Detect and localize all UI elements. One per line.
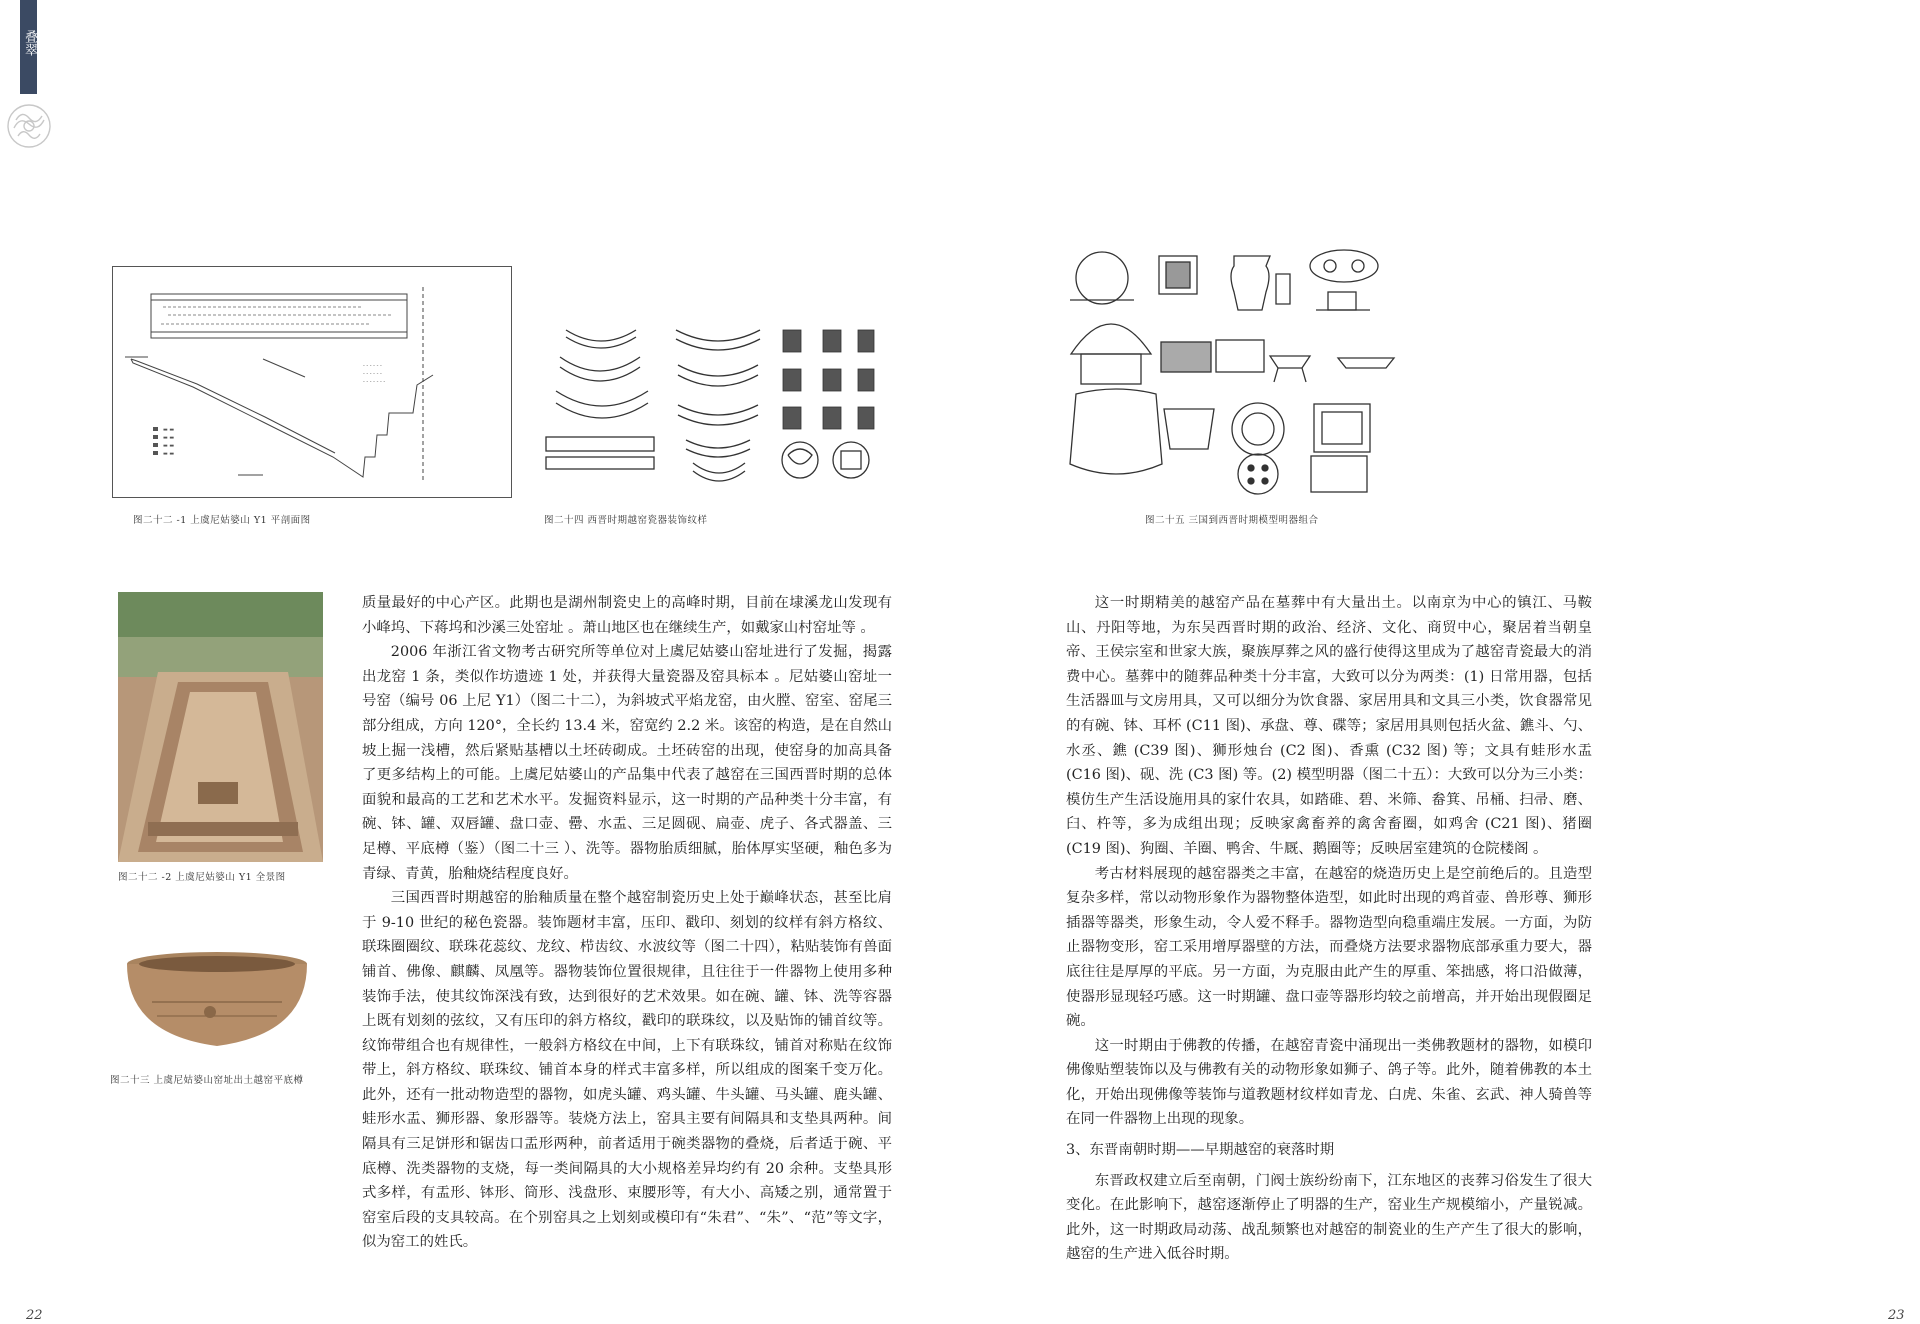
svg-text:▬ ▬: ▬ ▬ (163, 427, 175, 433)
paragraph: 质量最好的中心产区。此期也是湖州制瓷史上的高峰时期，目前在埭溪龙山发现有小峰坞、下蒋坞和沙溪三处窑址 。萧山地区也在继续生产，如戴家山村窑址等 。 (362, 595, 892, 636)
decoration-patterns-figure (538, 325, 888, 490)
svg-text:▬ ▬: ▬ ▬ (163, 443, 175, 449)
paragraph: 这一时期精美的越窑产品在墓葬中有大量出土。以南京为中心的镇江、马鞍山、丹阳等地，为东吴西晋时期的政治、经济、文化、商贸中心，聚居着当朝皇帝、王侯宗室和世家大族，聚族厚葬之风的盛行使得这里成为了越窑青瓷最大的消费中心。墓葬中的随葬品种类十分丰富，大致可以分为两类：(1) 日常用器，包括生活器皿与文房用具，又可以细分为饮食器、家居用具和文具三小类，饮食器常见的有碗、钵、耳杯 (C11 图)、承盘、尊、碟等；家居用具则包括火盆、鐎斗、勺、水丞、鐎 (C39 图)、狮形烛台 (C2 图)、香熏 (C32 图) 等；文具有蛙形水盂 (C16 图)、砚、洗 (C3 图) 等。(2) 模型明器（图二十五）：大致可以分为三小类：模仿生产生活设施用具的家什农具，如踏碓、碧、米筛、畚箕、吊桶、扫帚、磨、臼、杵等，多为成组出现；反映家禽畜养的禽舍畜圈，如鸡舍 (C21 图)、猪圈 (C19 图)、狗圈、羊圈、鸭舍、牛厩、鹅圈等；反映居室建筑的仓院楼阁 。 (1066, 595, 1592, 857)
caption-fig22-2: 图二十二 -2 上虞尼姑婆山 Y1 全景图 (118, 872, 286, 883)
svg-text:▬ ▬: ▬ ▬ (163, 435, 175, 441)
model-burial-goods-figure (1066, 244, 1406, 499)
paragraph: 这一时期由于佛教的传播，在越窑青瓷中涌现出一类佛教题材的器物，如模印佛像贴塑装饰以及与佛教有关的动物形象如狮子、鸽子等。此外，随着佛教的本土化，开始出现佛像等装饰与道教题材纹样如青龙、白虎、朱雀、玄武、神人骑兽等在同一件器物上出现的现象。 (1066, 1037, 1592, 1128)
paragraph: 考古材料展现的越窑器类之丰富，在越窑的烧造历史上是空前绝后的。且造型复杂多样，常以动物形象作为器物整体造型，如此时出现的鸡首壶、兽形尊、狮形插器等器类，形象生动，令人爱不释手。器物造型向稳重端庄发展。一方面，为防止器物变形，窑工采用增厚器壁的方法，而叠烧方法要求器物底部承重力要大，器底往往是厚厚的平底。另一方面，为克服由此产生的厚重、笨拙感，将口沿做薄，使器形显现轻巧感。这一时期罐、盘口壶等器形均较之前增高，并开始出现假圈足碗。 (1066, 865, 1592, 1030)
paragraph: 三国西晋时期越窑的胎釉质量在整个越窑制瓷历史上处于巅峰状态，甚至比肩于 9-10 世纪的秘色瓷器。装饰题材丰富，压印、戳印、刻划的纹样有斜方格纹、联珠圈圈纹、联珠花蕊纹、龙纹、栉齿纹、水波纹等（图二十四），粘贴装饰有兽面铺首、佛像、麒麟、凤凰等。器物装饰位置很规律，且往往于一件器物上使用多种装饰手法，使其纹饰深浅有致，达到很好的艺术效果。如在碗、罐、钵、洗等容器上既有划刻的弦纹，又有压印的斜方格纹，戳印的联珠纹，以及贴饰的铺首纹等。纹饰带组合也有规律性，一般斜方格纹在中间，上下有联珠纹，铺首对称贴在纹饰带上，斜方格纹、联珠纹、铺首本身的样式丰富多样，所以组成的图案千变万化。此外，还有一批动物造型的器物，如虎头罐、鸡头罐、牛头罐、马头罐、鹿头罐、蛙形水盂、狮形器、象形器等。装烧方法上，窑具主要有间隔具和支垫具两种。间隔具有三足饼形和锯齿口盂形两种，前者适用于碗类器物的叠烧，后者适于碗、平底樽、洗类器物的支烧，每一类间隔具的大小规格差异均约有 20 余种。支垫具形式多样，有盂形、钵形、筒形、浅盘形、束腰形等，有大小、高矮之别，通常置于窑室后段的支具较高。在个别窑具之上划刻或模印有“朱君”、“朱”、“范”等文字，似为窑工的姓氏。 (362, 890, 892, 1251)
caption-fig23: 图二十三 上虞尼姑婆山窑址出土越窑平底樽 (110, 1075, 304, 1086)
left-page-body (362, 591, 892, 1255)
caption-fig25: 图二十五 三国到西晋时期模型明器组合 (1145, 515, 1319, 526)
series-title: 叠翠 (22, 30, 37, 56)
svg-text:▬ ▬: ▬ ▬ (163, 451, 175, 457)
kiln-site-photo (118, 592, 323, 862)
page-number-left: 22 (26, 1308, 43, 1323)
svg-text:- - - - - -: - - - - - - (363, 371, 382, 377)
caption-fig24: 图二十四 西晋时期越窑瓷器装饰纹样 (544, 515, 708, 526)
zun-vessel-photo (112, 940, 322, 1058)
paragraph: 东晋政权建立后至南朝，门阀士族纷纷南下，江东地区的丧葬习俗发生了很大变化。在此影响下，越窑逐渐停止了明器的生产，窑业生产规模缩小，产量锐减。此外，这一时期政局动荡、战乱频繁也对越窑的制瓷业的生产产生了很大的影响，越窑的生产进入低谷时期。 (1066, 1172, 1592, 1263)
section-heading: 3、东晋南朝时期——早期越窑的衰落时期 (1066, 1142, 1335, 1159)
page-number-right: 23 (1888, 1308, 1905, 1323)
right-page-body (1066, 591, 1592, 1267)
kiln-plan-figure (112, 266, 512, 498)
caption-fig22-1: 图二十二 -1 上虞尼姑婆山 Y1 平剖面图 (133, 515, 311, 526)
paragraph: 2006 年浙江省文物考古研究所等单位对上虞尼姑婆山窑址进行了发掘，揭露出龙窑 1 条，类似作坊遗迹 1 处，并获得大量瓷器及窑具标本 。尼姑婆山窑址一号窑（编号 06 上尼 Y1）（图二十二），为斜坡式平焰龙窑，由火膛、窑室、窑尾三部分组成，方向 120°，全长约 13.4 米，窑宽约 2.2 米。该窑的构造，是在自然山坡上掘一浅槽，然后紧贴基槽以土坯砖砌成。土坯砖窑的出现，使窑身的加高具备了更多结构上的可能。上虞尼姑婆山的产品集中代表了越窑在三国西晋时期的总体面貌和最高的工艺和艺术水平。发掘资料显示，这一时期的产品种类十分丰富，有碗、钵、罐、双唇罐、盘口壶、罍、水盂、三足圆砚、扁壶、虎子、各式器盖、三足樽、平底樽（鉴）（图二十三 ）、洗等。器物胎质细腻，胎体厚实坚硬，釉色多为青绿、青黄，胎釉烧结程度良好。 (362, 644, 892, 882)
cloud-ornament-icon (4, 98, 54, 158)
svg-text:- - - - - - -: - - - - - - - (363, 379, 386, 385)
svg-text:- - - - - -: - - - - - - (363, 363, 382, 369)
